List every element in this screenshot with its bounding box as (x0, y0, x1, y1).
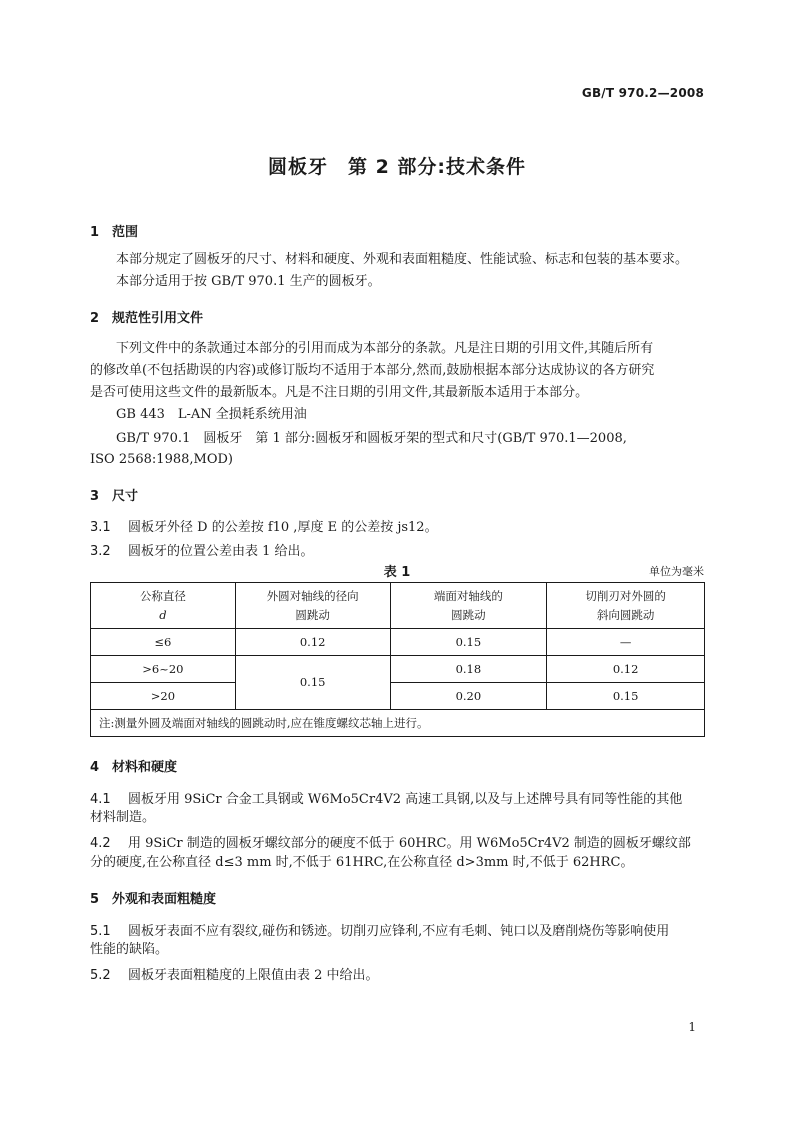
clause-text: 圆板牙用 9SiCr 合金工具钢或 W6Mo5Cr4V2 高速工具钢,以及与上述牌号具有同等性能的其他 (128, 792, 683, 807)
table-cell: 0.18 (390, 656, 547, 683)
header-label: 公称直径 (139, 588, 186, 603)
table-cell: — (547, 629, 705, 656)
section-number: 3 (90, 489, 100, 504)
page-title: 圆板牙 第 2 部分:技术条件 (267, 156, 527, 178)
header-cell (91, 583, 236, 629)
clause-number: 5.2 (90, 968, 111, 983)
clause-text: 用 9SiCr 制造的圆板牙螺纹部分的硬度不低于 60HRC。用 W6Mo5Cr4V2 制造的圆板牙螺纹部 (128, 836, 691, 851)
table-cell-merged: 0.15 (235, 656, 390, 710)
position-tolerance-table (90, 582, 705, 737)
section-title: 尺寸 (112, 489, 139, 504)
paragraph: 本部分规定了圆板牙的尺寸、材料和硬度、外观和表面粗糙度、性能试验、标志和包装的基本要求。 (116, 252, 689, 267)
clause-text: 圆板牙外径 D 的公差按 f10 ,厚度 E 的公差按 js12。 (128, 520, 438, 535)
table-cell: 0.12 (547, 656, 705, 683)
header-label: 斜向圆跳动 (596, 607, 655, 622)
paragraph: 本部分适用于按 GB/T 970.1 生产的圆板牙。 (116, 274, 381, 289)
clause-3-1 (90, 516, 438, 535)
clause-4-2-cont: 分的硬度,在公称直径 d≤3 mm 时,不低于 61HRC,在公称直径 d>3mm 时,不低于 62HRC。 (90, 855, 634, 870)
clause-5-1-cont: 性能的缺陷。 (90, 942, 169, 957)
clause-number: 4.1 (90, 792, 111, 807)
clause-5-2 (90, 964, 379, 983)
clause-4-1-cont: 材料制造。 (90, 810, 156, 825)
section-1-heading (90, 221, 138, 240)
paragraph-line: 下列文件中的条款通过本部分的引用而成为本部分的条款。凡是注日期的引用文件,其随后所有 (116, 341, 654, 356)
header-label: 圆跳动 (451, 607, 486, 622)
table-row (91, 629, 705, 656)
table-cell: 0.15 (390, 629, 547, 656)
section-title: 规范性引用文件 (112, 311, 204, 326)
header-symbol: d (159, 607, 167, 622)
reference-gbt970-1: GB/T 970.1 圆板牙 第 1 部分:圆板牙和圆板牙架的型式和尺寸(GB/T 970.1—2008, (116, 431, 627, 446)
section-5-heading (90, 888, 216, 907)
section-number: 4 (90, 760, 100, 775)
header-cell (235, 583, 390, 629)
table-cell: >6~20 (91, 656, 236, 683)
paragraph-line: 是否可使用这些文件的最新版本。凡是不注日期的引用文件,其最新版本适用于本部分。 (90, 385, 589, 400)
clause-number: 3.1 (90, 520, 111, 535)
section-number: 5 (90, 892, 100, 907)
table-note-row (91, 710, 705, 737)
page-number: 1 (688, 1020, 696, 1034)
paragraph-line: 的修改单(不包括勘误的内容)或修订版均不适用于本部分,然而,鼓励根据本部分达成协议的各方研究 (90, 363, 655, 378)
section-title: 材料和硬度 (112, 760, 178, 775)
table-header-row (91, 583, 705, 629)
section-2-heading (90, 307, 203, 326)
standard-code: GB/T 970.2—2008 (581, 86, 704, 100)
clause-4-2 (90, 832, 691, 851)
section-4-heading (90, 756, 177, 775)
header-label: 端面对轴线的 (433, 588, 503, 603)
table-cell: 0.12 (235, 629, 390, 656)
header-cell (547, 583, 705, 629)
table-cell: >20 (91, 683, 236, 710)
reference-gb443: GB 443 L-AN 全损耗系统用油 (116, 407, 307, 422)
header-label: 圆跳动 (295, 607, 330, 622)
header-label: 切削刃对外圆的 (585, 588, 666, 603)
clause-text: 圆板牙表面不应有裂纹,碰伤和锈迹。切削刃应锋利,不应有毛刺、钝口以及磨削烧伤等影响使用 (128, 924, 670, 939)
clause-text: 圆板牙的位置公差由表 1 给出。 (128, 544, 314, 559)
header-cell (390, 583, 547, 629)
section-number: 2 (90, 311, 100, 326)
reference-gbt970-1-cont: ISO 2568:1988,MOD) (90, 452, 233, 467)
table-row (91, 683, 705, 710)
table-title: 表 1 (383, 565, 411, 580)
clause-number: 4.2 (90, 836, 111, 851)
clause-4-1 (90, 788, 682, 807)
table-unit: 单位为毫米 (649, 565, 704, 578)
table-cell: ≤6 (91, 629, 236, 656)
section-title: 范围 (112, 225, 139, 240)
section-title: 外观和表面粗糙度 (112, 892, 217, 907)
table-note: 注:测量外圆及端面对轴线的圆跳动时,应在锥度螺纹芯轴上进行。 (91, 710, 705, 737)
clause-number: 3.2 (90, 544, 111, 559)
clause-number: 5.1 (90, 924, 111, 939)
clause-5-1 (90, 920, 669, 939)
table-cell: 0.15 (547, 683, 705, 710)
clause-3-2 (90, 540, 314, 559)
section-3-heading (90, 485, 138, 504)
header-label: 外圆对轴线的径向 (266, 588, 359, 603)
table-row (91, 656, 705, 683)
table-cell: 0.20 (390, 683, 547, 710)
clause-text: 圆板牙表面粗糙度的上限值由表 2 中给出。 (128, 968, 379, 983)
section-number: 1 (90, 225, 100, 240)
